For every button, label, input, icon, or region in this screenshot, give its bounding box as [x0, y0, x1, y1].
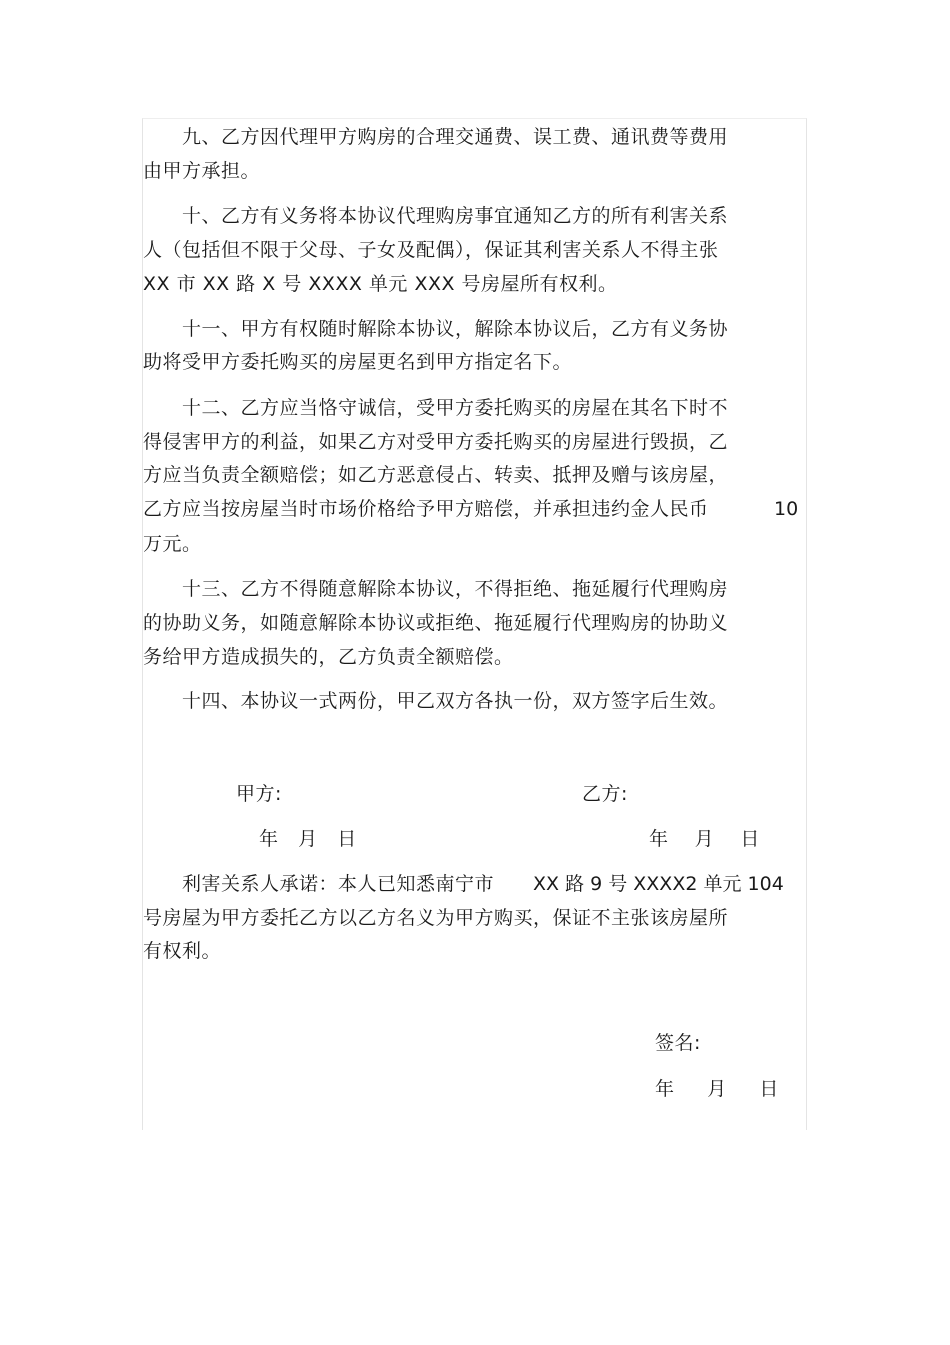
- clause-13-line-1: 十三、乙方不得随意解除本协议，不得拒绝、拖延履行代理购房: [182, 578, 729, 600]
- clause-11-line-2: 助将受甲方委托购买的房屋更名到甲方指定名下。: [143, 351, 573, 373]
- party-b-label: 乙方:: [582, 783, 628, 805]
- clause-12-amount: 10: [774, 498, 799, 520]
- clause-12-line-1: 十二、乙方应当恪守诚信，受甲方委托购买的房屋在其名下时不: [182, 397, 729, 419]
- clause-10-line-1: 十、乙方有义务将本协议代理购房事宜通知乙方的所有利害关系: [182, 205, 729, 227]
- clause-13-line-3: 务给甲方造成损失的，乙方负责全额赔偿。: [143, 646, 514, 668]
- clause-12-line-4: 乙方应当按房屋当时市场价格给予甲方赔偿，并承担违约金人民币: [143, 498, 709, 520]
- clause-10-line-3: XX 市 XX 路 X 号 XXXX 单元 XXX 号房屋所有权利。: [143, 273, 618, 295]
- commitment-line-1b: XX 路 9 号 XXXX2 单元 104: [533, 873, 784, 895]
- signature-label: 签名:: [655, 1032, 701, 1054]
- clause-9-line-2: 由甲方承担。: [143, 160, 261, 182]
- clause-14-line-1: 十四、本协议一式两份，甲乙双方各执一份，双方签字后生效。: [182, 690, 729, 712]
- clause-10-line-2: 人（包括但不限于父母、子女及配偶），保证其利害关系人不得主张: [143, 239, 719, 261]
- clause-11-line-1: 十一、甲方有权随时解除本协议，解除本协议后，乙方有义务协: [182, 318, 729, 340]
- clause-12-line-5: 万元。: [143, 533, 202, 555]
- clause-12-line-3: 方应当负责全额赔偿；如乙方恶意侵占、转卖、抵押及赠与该房屋，: [143, 464, 729, 486]
- clause-9-line-1: 九、乙方因代理甲方购房的合理交通费、误工费、通讯费等费用: [182, 126, 729, 148]
- commitment-line-3: 有权利。: [143, 940, 222, 962]
- party-a-label: 甲方:: [236, 783, 282, 805]
- commitment-line-1a: 利害关系人承诺：本人已知悉南宁市: [182, 873, 495, 895]
- clause-13-line-2: 的协助义务，如随意解除本协议或拒绝、拖延履行代理购房的协助义: [143, 612, 729, 634]
- party-a-date: 年 月 日: [259, 828, 357, 850]
- party-b-date: 年 月 日: [649, 828, 760, 850]
- clause-12-line-2: 得侵害甲方的利益，如果乙方对受甲方委托购买的房屋进行毁损，乙: [143, 431, 729, 453]
- signature-date: 年 月 日: [655, 1078, 779, 1100]
- commitment-line-2: 号房屋为甲方委托乙方以乙方名义为甲方购买，保证不主张该房屋所: [143, 907, 729, 929]
